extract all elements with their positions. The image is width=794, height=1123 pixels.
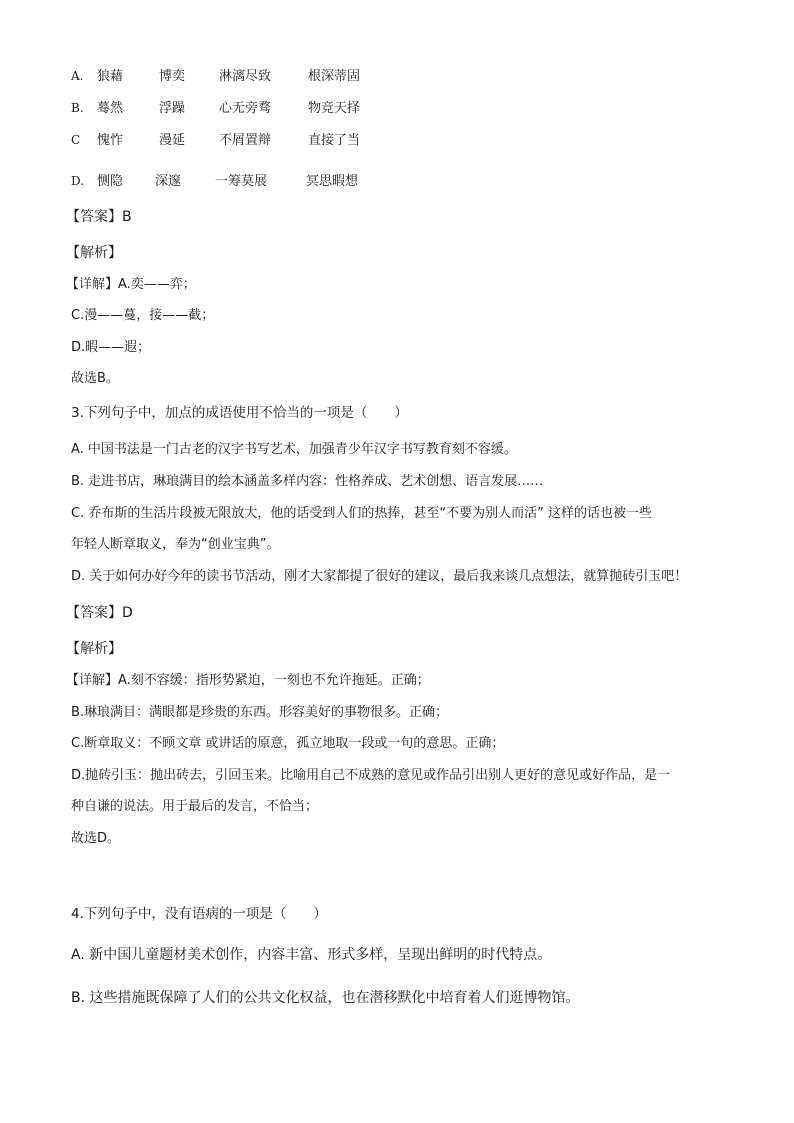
option-label: D. xyxy=(71,174,85,188)
option-word: 淋漓尽致 xyxy=(219,69,272,84)
q3-analysis-title: 【解析】 xyxy=(66,641,122,657)
option-label: C xyxy=(71,133,81,147)
q4-option-a: A. 新中国儿童题材美术创作，内容丰富、形式多样，呈现出鲜明的时代特点。 xyxy=(71,947,552,963)
q3-option-b: B. 走进书店，琳琅满目的绘本涵盖多样内容：性格养成、艺术创想、语言发展…… xyxy=(71,474,544,489)
q3-detail-line: C.断章取义：不顾文章 或讲话的原意，孤立地取一段或一句的意思。正确； xyxy=(71,736,505,751)
option-word: 直接了当 xyxy=(308,133,361,148)
option-word: 根深蒂固 xyxy=(308,69,361,84)
q3-detail-line: D.抛砖引玉：抛出砖去，引回玉来。比喻用自己不成熟的意见或作品引出别人更好的意见或好作品，是一 xyxy=(71,768,671,783)
option-word: 物竞天择 xyxy=(308,101,361,116)
q2-option-c xyxy=(71,130,360,151)
q3-answer: 【答案】D xyxy=(66,605,133,621)
option-word: 蓦然 xyxy=(97,101,124,116)
q3-option-c-cont: 年轻人断章取义，奉为“创业宝典”。 xyxy=(71,537,280,552)
q2-detail-line: D.暇——遐； xyxy=(71,340,151,355)
q3-question: 3.下列句子中，加点的成语使用不恰当的一项是（ ） xyxy=(71,405,408,421)
option-word: 博奕 xyxy=(159,69,186,84)
q3-detail-line: B.琳琅满目：满眼都是珍贵的东西。形容美好的事物很多。正确； xyxy=(71,705,449,720)
q4-option-b: B. 这些措施既保障了人们的公共文化权益，也在潜移默化中培育着人们逛博物馆。 xyxy=(71,990,580,1006)
option-word: 一筹莫展 xyxy=(215,174,268,189)
q2-option-b xyxy=(71,98,360,119)
q3-option-a: A. 中国书法是一门古老的汉字书写艺术，加强青少年汉字书写教育刻不容缓。 xyxy=(71,442,517,457)
q3-detail-line: 【详解】A.刻不容缓：指形势紧迫，一刻也不允许拖延。正确； xyxy=(66,673,430,688)
q2-answer: 【答案】B xyxy=(66,209,132,225)
q3-option-d: D. 关于如何办好今年的读书节活动，刚才大家都提了很好的建议，最后我来谈几点想法，就算抛砖引玉吧！ xyxy=(71,569,688,584)
q3-detail-line: 种自谦的说法。用于最后的发言，不恰当； xyxy=(71,799,319,814)
option-word: 狼藉 xyxy=(97,69,124,84)
q4-question: 4.下列句子中，没有语病的一项是（ ） xyxy=(71,906,327,922)
q3-detail-line: 故选D。 xyxy=(71,831,121,846)
option-word: 漫延 xyxy=(159,133,186,148)
option-label: A. xyxy=(71,69,84,83)
option-word: 恻隐 xyxy=(97,174,124,189)
option-word: 不屑置辩 xyxy=(219,133,272,148)
q2-detail-line: 【详解】A.奕——弈； xyxy=(66,277,196,292)
q3-option-c: C. 乔布斯的生活片段被无限放大，他的话受到人们的热捧，甚至“不要为别人而活” 这样的话也被一些 xyxy=(71,506,652,521)
option-word: 心无旁骛 xyxy=(219,101,272,116)
q2-analysis-title: 【解析】 xyxy=(66,245,122,261)
option-word: 冥思暇想 xyxy=(306,174,359,189)
option-label: B. xyxy=(71,101,84,115)
q2-option-a xyxy=(71,66,360,87)
q2-detail-line: 故选B。 xyxy=(71,371,119,386)
option-word: 愧怍 xyxy=(97,133,124,148)
q2-detail-line: C.漫——蔓，接——截； xyxy=(71,308,215,323)
option-word: 深邃 xyxy=(155,174,182,189)
q2-option-d xyxy=(71,171,358,192)
option-word: 浮躁 xyxy=(159,101,186,116)
